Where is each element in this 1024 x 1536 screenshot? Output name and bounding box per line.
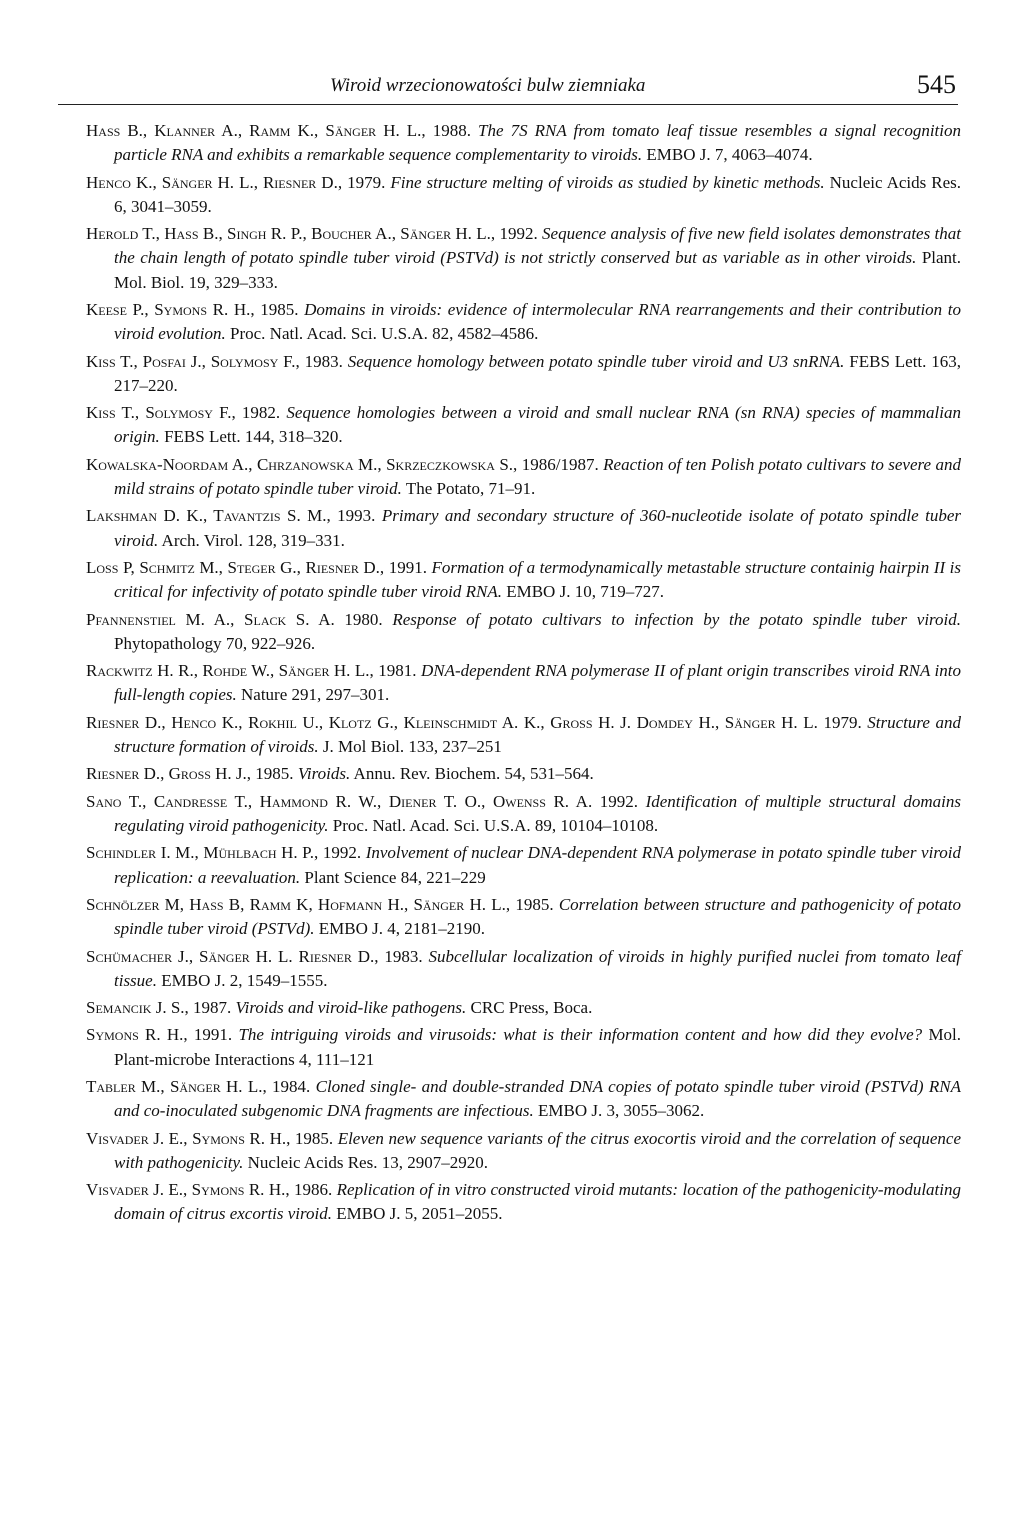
reference-authors: Schnölzer M, Hass B, Ramm K, Hofmann H., Sänger H. L., 1985. xyxy=(86,894,554,914)
reference-title: Domains in viroids: evidence of intermolecular RNA rearrangements and their contribution to viroid evolution. xyxy=(114,299,961,344)
reference-title: Primary and secondary structure of 360-nucleotide isolate of potato spindle tuber viroid. xyxy=(114,506,961,550)
reference-source: CRC Press, Boca. xyxy=(470,998,593,1018)
reference-title: The intriguing viroids and virusoids: what is their information content and how did they evolve? xyxy=(238,1025,923,1045)
reference-source: Arch. Virol. 128, 319–331. xyxy=(161,530,345,550)
reference-title: Formation of a termodynamically metastable structure containig hairpin II is critical for infectivity of potato spindle tuber viroid RNA. xyxy=(114,557,962,602)
reference-list xyxy=(86,119,961,1230)
reference-title: Structure and structure formation of viroids. xyxy=(114,712,962,756)
reference-item xyxy=(86,945,961,993)
reference-source: FEBS Lett. 163, 217–220. xyxy=(114,351,962,395)
reference-item xyxy=(86,996,961,1020)
reference-source: Nucleic Acids Res. 6, 3041–3059. xyxy=(114,172,962,216)
reference-title: Correlation between structure and pathogenicity of potato spindle tuber viroid (PSTVd). xyxy=(114,894,962,939)
reference-item xyxy=(86,119,961,167)
reference-authors: Riesner D., Gross H. J., 1985. xyxy=(86,764,294,784)
reference-item xyxy=(86,350,961,398)
reference-title: Response of potato cultivars to infection by the potato spindle tuber viroid. xyxy=(392,609,961,629)
reference-authors: Kiss T., Solymosy F., 1982. xyxy=(86,403,281,423)
reference-title: The 7S RNA from tomato leaf tissue resembles a signal recognition particle RNA and exhibits a remarkable sequence complementarity to viroids. xyxy=(114,121,961,165)
reference-item xyxy=(86,1178,961,1226)
reference-authors: Schindler I. M., Mühlbach H. P., 1992. xyxy=(86,843,362,863)
reference-item xyxy=(86,711,961,759)
reference-source: Nature 291, 297–301. xyxy=(241,685,390,705)
reference-source: Proc. Natl. Acad. Sci. U.S.A. 82, 4582–4586. xyxy=(230,324,539,344)
reference-source: Phytopathology 70, 922–926. xyxy=(114,633,316,653)
page-header xyxy=(58,70,958,105)
reference-authors: Visvader J. E., Symons R. H., 1986. xyxy=(86,1180,333,1200)
reference-authors: Keese P., Symons R. H., 1985. xyxy=(86,299,299,319)
reference-authors: Rackwitz H. R., Rohde W., Sänger H. L., 1981. xyxy=(86,661,417,681)
reference-source: EMBO J. 10, 719–727. xyxy=(506,582,664,602)
reference-source: Proc. Natl. Acad. Sci. U.S.A. 89, 10104–10108. xyxy=(332,815,659,835)
reference-source: EMBO J. 3, 3055–3062. xyxy=(538,1101,705,1121)
reference-item xyxy=(86,608,961,656)
reference-authors: Sano T., Candresse T., Hammond R. W., Diener T. O., Owenss R. A. 1992. xyxy=(86,791,638,811)
reference-item xyxy=(86,222,961,295)
reference-item xyxy=(86,893,961,941)
reference-authors: Symons R. H., 1991. xyxy=(86,1025,233,1045)
reference-item xyxy=(86,171,961,219)
reference-title: Viroids and viroid-like pathogens. xyxy=(235,998,467,1018)
reference-authors: Loss P, Schmitz M., Steger G., Riesner D., 1991. xyxy=(86,557,427,577)
reference-title: Sequence homology between potato spindle tuber viroid and U3 snRNA. xyxy=(347,351,845,371)
reference-authors: Lakshman D. K., Tavantzis S. M., 1993. xyxy=(86,506,376,526)
reference-item xyxy=(86,762,961,786)
reference-authors: Visvader J. E., Symons R. H., 1985. xyxy=(86,1128,334,1148)
reference-title: Reaction of ten Polish potato cultivars to severe and mild strains of potato spindle tuber viroid. xyxy=(114,454,961,498)
reference-authors: Pfannenstiel M. A., Slack S. A. 1980. xyxy=(86,609,383,629)
reference-item xyxy=(86,298,961,346)
reference-item xyxy=(86,453,961,501)
reference-item xyxy=(86,504,961,552)
reference-authors: Herold T., Hass B., Singh R. P., Boucher A., Sänger H. L., 1992. xyxy=(86,224,538,244)
reference-source: EMBO J. 7, 4063–4074. xyxy=(646,145,813,165)
reference-source: EMBO J. 2, 1549–1555. xyxy=(161,970,328,990)
reference-source: J. Mol Biol. 133, 237–251 xyxy=(322,736,502,756)
reference-title: Involvement of nuclear DNA-dependent RNA polymerase in potato spindle tuber viroid replication: a reevaluation. xyxy=(114,843,962,887)
reference-title: Sequence analysis of five new field isolates demonstrates that the chain length of potato spindle tuber viroid (PSTVd) is not strictly conserved but as variable as in other viroids. xyxy=(114,224,961,268)
reference-item xyxy=(86,401,961,449)
reference-authors: Kiss T., Posfai J., Solymosy F., 1983. xyxy=(86,351,343,371)
reference-authors: Tabler M., Sänger H. L., 1984. xyxy=(86,1077,311,1097)
reference-source: Annu. Rev. Biochem. 54, 531–564. xyxy=(353,764,594,784)
reference-title: Sequence homologies between a viroid and small nuclear RNA (sn RNA) species of mammalian origin. xyxy=(114,403,962,447)
reference-item xyxy=(86,841,961,889)
running-title: Wiroid wrzecionowatości bulw ziemniaka xyxy=(330,75,646,96)
reference-title: Viroids. xyxy=(297,764,351,784)
reference-source: Nucleic Acids Res. 13, 2907–2920. xyxy=(247,1152,488,1172)
reference-source: The Potato, 71–91. xyxy=(405,478,536,498)
reference-authors: Riesner D., Henco K., Rokhil U., Klotz G., Kleinschmidt A. K., Gross H. J. Domdey H., Sänger H. L. 1979. xyxy=(86,712,862,732)
reference-item xyxy=(86,1023,961,1071)
reference-item xyxy=(86,659,961,707)
reference-item xyxy=(86,1127,961,1175)
reference-title: DNA-dependent RNA polymerase II of plant origin transcribes viroid RNA into full-length copies. xyxy=(114,661,961,705)
reference-source: EMBO J. 5, 2051–2055. xyxy=(336,1204,503,1224)
reference-source: FEBS Lett. 144, 318–320. xyxy=(164,427,343,447)
reference-title: Replication of in vitro constructed viroid mutants: location of the pathogenicity-modulating domain of citrus excortis viroid. xyxy=(114,1180,961,1224)
reference-item xyxy=(86,790,961,838)
reference-title: Subcellular localization of viroids in highly purified nuclei from tomato leaf tissue. xyxy=(114,946,961,990)
reference-source: Mol. Plant-microbe Interactions 4, 111–121 xyxy=(114,1025,962,1069)
reference-authors: Henco K., Sänger H. L., Riesner D., 1979. xyxy=(86,172,386,192)
reference-authors: Semancik J. S., 1987. xyxy=(86,998,232,1018)
reference-title: Identification of multiple structural domains regulating viroid pathogenicity. xyxy=(114,791,961,835)
reference-title: Eleven new sequence variants of the citrus exocortis viroid and the correlation of sequence with pathogenicity. xyxy=(114,1128,961,1172)
reference-authors: Hass B., Klanner A., Ramm K., Sänger H. L., 1988. xyxy=(86,121,471,140)
reference-item xyxy=(86,556,961,604)
reference-authors: Kowalska-Noordam A., Chrzanowska M., Skrzeczkowska S., 1986/1987. xyxy=(86,454,599,474)
reference-source: Plant Science 84, 221–229 xyxy=(304,867,486,887)
reference-title: Fine structure melting of viroids as studied by kinetic methods. xyxy=(390,172,825,192)
reference-title: Cloned single- and double-stranded DNA copies of potato spindle tuber viroid (PSTVd) RNA and co-inoculated subgenomic DNA fragments are infectious. xyxy=(114,1077,961,1121)
reference-source: EMBO J. 4, 2181–2190. xyxy=(318,919,485,939)
reference-item xyxy=(86,1075,961,1123)
reference-source: Plant. Mol. Biol. 19, 329–333. xyxy=(114,248,962,292)
page-number: 545 xyxy=(917,70,956,99)
reference-authors: Schümacher J., Sänger H. L. Riesner D., 1983. xyxy=(86,946,423,966)
